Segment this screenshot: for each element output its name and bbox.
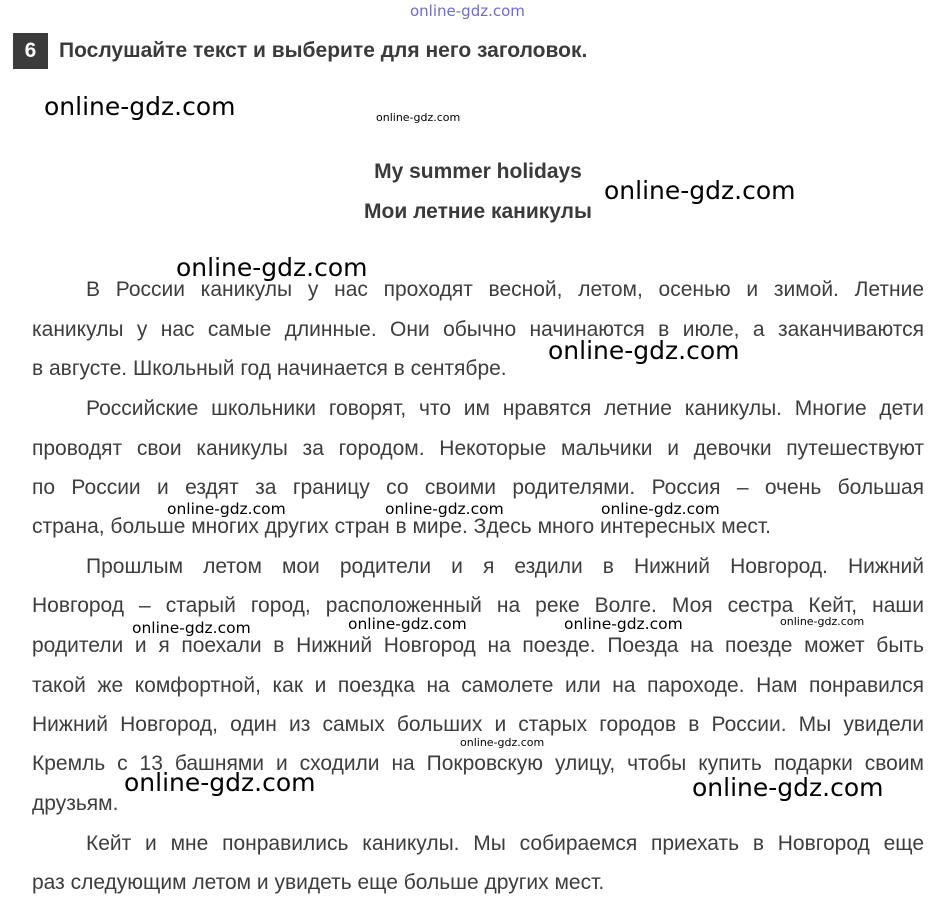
paragraph-2-line-4: страна, больше многих других стран в мире. Здесь много интересных мест. bbox=[32, 515, 772, 538]
paragraph-1-line-1: В России каникулы у нас проходят весной, летом, осенью и зимой. Летние bbox=[86, 278, 924, 301]
watermark: online-gdz.com bbox=[564, 615, 683, 633]
watermark: online-gdz.com bbox=[132, 619, 251, 637]
watermark: online-gdz.com bbox=[376, 111, 461, 124]
paragraph-1-line-2: каникулы у нас самые длинные. Они обычно начинаются в июле, а заканчиваются bbox=[32, 318, 924, 341]
watermark: online-gdz.com bbox=[44, 92, 236, 121]
paragraph-3-line-5: Нижний Новгород, один из самых больших и старых городов в России. Мы увидели bbox=[32, 713, 924, 736]
watermark: online-gdz.com bbox=[548, 336, 740, 365]
watermark: online-gdz.com bbox=[460, 736, 545, 749]
watermark: online-gdz.com bbox=[348, 615, 467, 633]
watermark: online-gdz.com bbox=[601, 500, 720, 518]
watermark: online-gdz.com bbox=[124, 768, 316, 797]
paragraph-3-line-3: родители и я поехали в Нижний Новгород на поезде. Поезда на поезде может быть bbox=[32, 634, 924, 657]
paragraph-1-line-3: в августе. Школьный год начинается в сентябре. bbox=[32, 357, 507, 380]
watermark-top: online-gdz.com bbox=[410, 2, 525, 20]
task-number-badge: 6 bbox=[13, 33, 48, 69]
watermark: online-gdz.com bbox=[780, 615, 865, 628]
text-title-english: My summer holidays bbox=[374, 160, 582, 183]
watermark: online-gdz.com bbox=[385, 500, 504, 518]
paragraph-3-line-1: Прошлым летом мои родители и я ездили в Нижний Новгород. Нижний bbox=[86, 555, 924, 578]
paragraph-4-line-1: Кейт и мне понравились каникулы. Мы собираемся приехать в Новгород еще bbox=[86, 832, 924, 855]
task-instruction: Послушайте текст и выберите для него заголовок. bbox=[59, 39, 588, 62]
paragraph-3-line-7: друзьям. bbox=[32, 792, 119, 815]
watermark: online-gdz.com bbox=[604, 176, 796, 205]
paragraph-3-line-2: Новгород – старый город, расположенный на реке Волге. Моя сестра Кейт, наши bbox=[32, 594, 924, 617]
watermark: online-gdz.com bbox=[176, 253, 368, 282]
text-title-russian: Мои летние каникулы bbox=[364, 200, 592, 223]
paragraph-2-line-2: проводят свои каникулы за городом. Некоторые мальчики и девочки путешествуют bbox=[32, 437, 924, 460]
paragraph-3-line-6: Кремль с 13 башнями и сходили на Покровскую улицу, чтобы купить подарки своим bbox=[32, 752, 924, 775]
paragraph-2-line-1: Российские школьники говорят, что им нравятся летние каникулы. Многие дети bbox=[86, 397, 924, 420]
paragraph-2-line-3: по России и ездят за границу со своими родителями. Россия – очень большая bbox=[32, 476, 924, 499]
watermark: online-gdz.com bbox=[167, 500, 286, 518]
paragraph-4-line-2: раз следующим летом и увидеть еще больше других мест. bbox=[32, 871, 605, 894]
watermark: online-gdz.com bbox=[692, 773, 884, 802]
paragraph-3-line-4: такой же комфортной, как и поездка на самолете или на пароходе. Нам понравился bbox=[32, 674, 924, 697]
